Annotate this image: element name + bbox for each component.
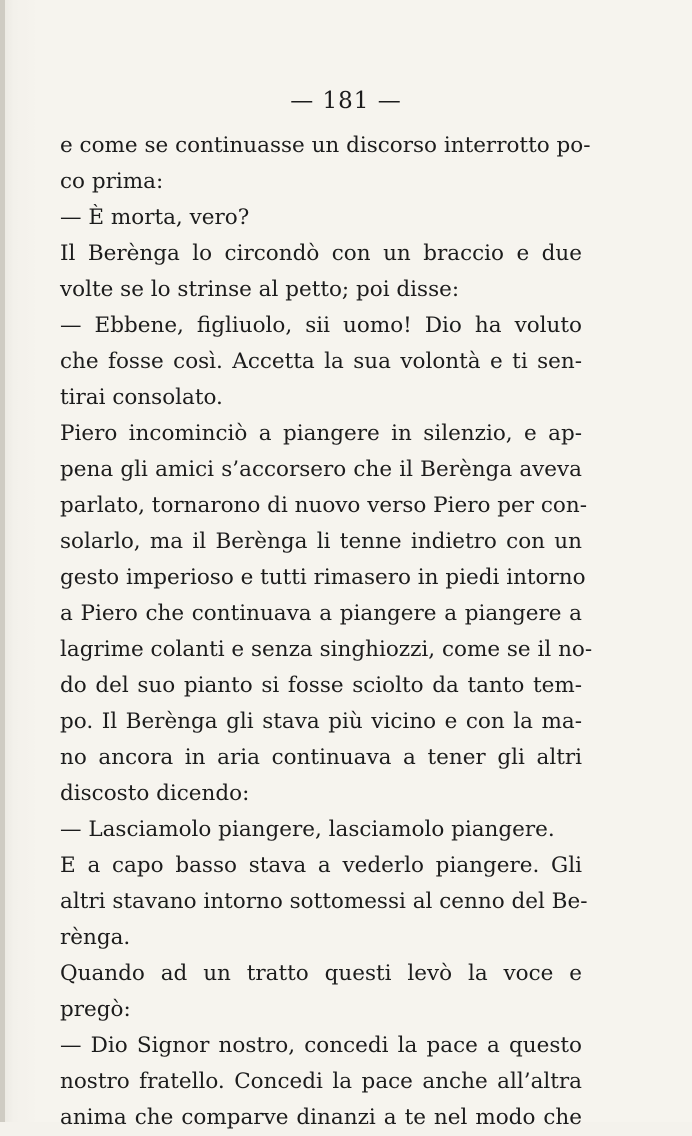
text-line: rènga.: [60, 925, 131, 950]
text-line: a Piero che continuava a piangere a piangere a: [60, 601, 582, 626]
text-line: — Ebbene, figliuolo, sii uomo! Dio ha voluto: [60, 313, 582, 338]
text-line: parlato, tornarono di nuovo verso Piero per con-: [60, 493, 587, 518]
text-line: tirai consolato.: [60, 385, 223, 410]
text-line: — Dio Signor nostro, concedi la pace a questo: [60, 1033, 582, 1058]
text-line: solarlo, ma il Berènga li tenne indietro con un: [60, 529, 582, 554]
text-line: Quando ad un tratto questi levò la voce e: [60, 961, 582, 986]
text-line: Piero incominciò a piangere in silenzio, e ap-: [60, 421, 582, 446]
text-line: po. Il Berènga gli stava più vicino e con la ma-: [60, 709, 582, 734]
text-line: — Lasciamolo piangere, lasciamolo piangere.: [60, 817, 555, 842]
text-line: altri stavano intorno sottomessi al cenno del Be-: [60, 889, 588, 914]
text-line: e come se continuasse un discorso interrotto po-: [60, 133, 591, 158]
text-line: che fosse così. Accetta la sua volontà e ti sen-: [60, 349, 582, 374]
text-line: Il Berènga lo circondò con un braccio e due: [60, 241, 582, 266]
text-line: pregò:: [60, 997, 131, 1022]
page-spine-edge: [0, 0, 5, 1122]
body-text: [60, 128, 593, 1136]
text-line: gesto imperioso e tutti rimasero in piedi intorno: [60, 565, 586, 590]
page-number: — 181 —: [290, 88, 402, 114]
text-line: nostro fratello. Concedi la pace anche all’altra: [60, 1069, 582, 1094]
text-line: volte se lo strinse al petto; poi disse:: [60, 277, 460, 302]
text-line: co prima:: [60, 169, 164, 194]
text-line: E a capo basso stava a vederlo piangere. Gli: [60, 853, 582, 878]
text-line: anima che comparve dinanzi a te nel modo che: [60, 1105, 582, 1130]
text-line: pena gli amici s’accorsero che il Berènga aveva: [60, 457, 582, 482]
text-line: — È morta, vero?: [60, 205, 250, 230]
text-line: no ancora in aria continuava a tener gli altri: [60, 745, 582, 770]
text-line: lagrime colanti e senza singhiozzi, come se il no-: [60, 637, 593, 662]
text-line: discosto dicendo:: [60, 781, 250, 806]
text-line: do del suo pianto si fosse sciolto da tanto tem-: [60, 673, 582, 698]
